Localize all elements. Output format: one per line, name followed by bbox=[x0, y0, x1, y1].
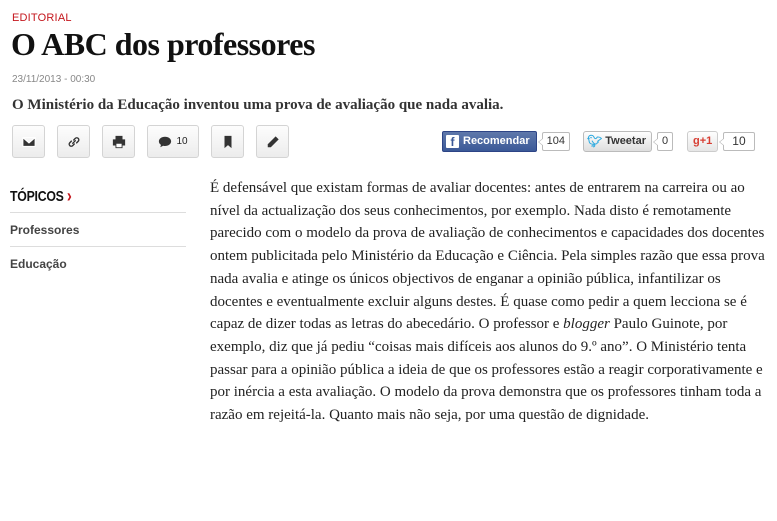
comment-count: 10 bbox=[176, 136, 188, 147]
body-emphasis: blogger bbox=[563, 316, 610, 333]
facebook-label: Recomendar bbox=[463, 135, 530, 147]
bookmark-icon bbox=[221, 135, 235, 149]
facebook-icon: f bbox=[446, 135, 459, 148]
gplus-icon: g bbox=[693, 135, 700, 147]
link-icon bbox=[67, 135, 81, 149]
tweet-label: Tweetar bbox=[605, 135, 646, 147]
print-icon bbox=[112, 135, 126, 149]
comment-icon bbox=[158, 135, 172, 149]
body-text-part-2: Paulo Guinote, por exemplo, diz que já pediu “coisas mais difíceis aos alunos do 9.º ano”. O Ministério tenta passar para a opinião pública a ideia de que os professores estão a reagir corporativamente e por inércia a esta avaliação. O modelo da prova demonstra que os professores tinham toda a razão em rejeitá-la. Quanto mais não seja, por uma questão de dignidade. bbox=[210, 316, 763, 424]
tweet-button[interactable] bbox=[583, 131, 652, 152]
topic-professores[interactable]: Professores bbox=[10, 213, 186, 247]
topics-title: TÓPICOS bbox=[10, 187, 64, 205]
chevron-right-icon: › bbox=[66, 185, 72, 206]
article-body bbox=[210, 177, 770, 427]
pencil-icon bbox=[266, 135, 280, 149]
gplus-label: +1 bbox=[699, 135, 713, 147]
article-lede: O Ministério da Educação inventou uma prova de avaliação que nada avalia. bbox=[12, 97, 504, 113]
body-text-part-1: É defensável que existam formas de avaliar docentes: antes de entrarem na carreira ou ao nível da actualização dos seus conhecimentos, por exemplo. Nada disto é remotamente parecido com o modelo da prova de avaliação de conhecimentos e capacidades dos docentes ontem publicitada pelo Ministério da Educação e Ciência. Pela simples razão que essa prova nada avalia e atinge os únicos objectivos de enganar a opinião pública, infantilizar os docentes e eventualmente excluir alguns destes. É quase como pedir a quem lecciona se é capaz de dizer todas as letras do abecedário. O professor e bbox=[210, 180, 765, 333]
email-button[interactable] bbox=[12, 125, 45, 158]
link-button[interactable] bbox=[57, 125, 90, 158]
email-icon bbox=[22, 135, 36, 149]
gplus-widget bbox=[687, 130, 755, 152]
facebook-recommend-button[interactable] bbox=[442, 131, 537, 152]
gplus-button[interactable] bbox=[687, 131, 718, 152]
topic-educacao[interactable]: Educação bbox=[10, 257, 67, 271]
edit-button[interactable] bbox=[256, 125, 289, 158]
page-title: O ABC dos professores bbox=[11, 26, 315, 62]
article-toolbar bbox=[12, 125, 289, 158]
comments-button[interactable] bbox=[147, 125, 199, 158]
print-button[interactable] bbox=[102, 125, 135, 158]
topics-list bbox=[10, 212, 186, 281]
bookmark-button[interactable] bbox=[211, 125, 244, 158]
topics-sidebar bbox=[10, 178, 186, 281]
twitter-bird-icon: 🐦︎ bbox=[587, 134, 603, 148]
section-label: EDITORIAL bbox=[12, 12, 72, 24]
facebook-count: 104 bbox=[542, 132, 570, 151]
facebook-widget bbox=[442, 130, 570, 152]
tweet-count: 0 bbox=[657, 132, 673, 151]
topics-heading[interactable] bbox=[10, 178, 154, 212]
twitter-widget bbox=[583, 130, 673, 152]
publish-date: 23/11/2013 - 00:30 bbox=[12, 74, 96, 85]
gplus-count: 10 bbox=[723, 132, 754, 151]
